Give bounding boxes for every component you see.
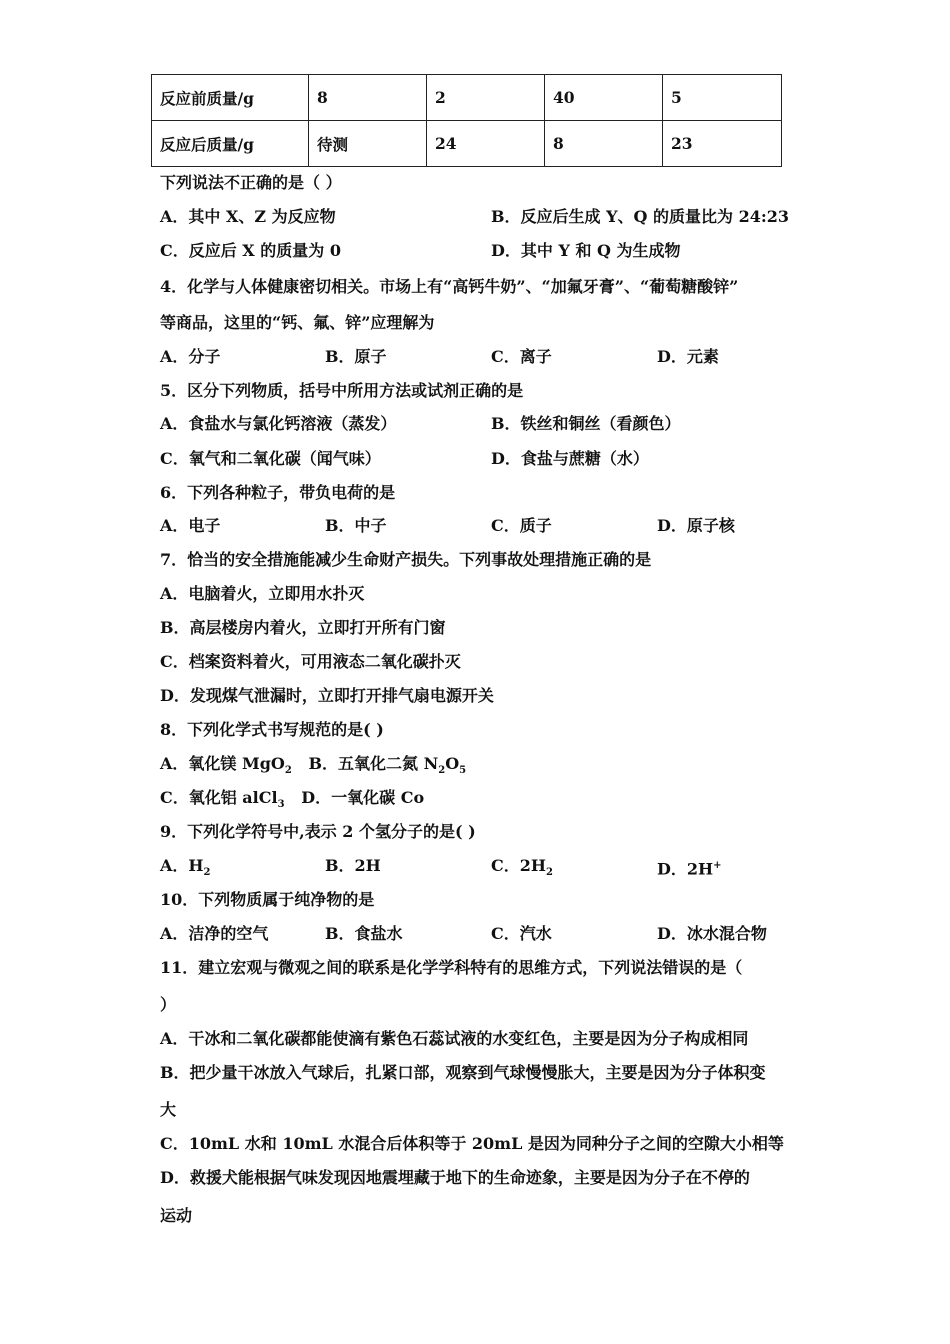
q11-option-c: C．10mL 水和 10mL 水混合后体积等于 20mL 是因为同种分子之间的空隙大小相等 <box>160 1134 784 1153</box>
question-10-stem: 10．下列物质属于纯净物的是 <box>160 890 375 909</box>
q3-option-d: D．其中 Y 和 Q 为生成物 <box>491 241 681 260</box>
q8-options-ab <box>160 754 466 781</box>
q9-option-a: A．$H_2$ <box>160 856 211 879</box>
question-4-stem-line1: 4．化学与人体健康密切相关。市场上有“高钙牛奶”、“加氟牙膏”、“葡萄糖酸锌” <box>160 277 739 296</box>
q6-option-c: C．质子 <box>491 516 552 535</box>
question-7-stem: 7．恰当的安全措施能减少生命财产损失。下列事故处理措施正确的是 <box>160 550 652 569</box>
q10-option-c: C．汽水 <box>491 924 552 943</box>
question-6-stem: 6．下列各种粒子，带负电荷的是 <box>160 483 396 502</box>
q11-option-b-line2: 大 <box>160 1100 177 1119</box>
q11-option-d-line1: D．救援犬能根据气味发现因地震埋藏于地下的生命迹象，主要是因为分子在不停的 <box>160 1168 750 1187</box>
q11-option-a: A．干冰和二氧化碳都能使滴有紫色石蕊试液的水变红色，主要是因为分子构成相同 <box>160 1029 749 1048</box>
table-cell: 40 <box>545 75 663 121</box>
q7-option-d: D．发现煤气泄漏时，立即打开排气扇电源开关 <box>160 686 494 705</box>
question-9-stem: 9．下列化学符号中,表示 2 个氢分子的是( ) <box>160 822 476 841</box>
q6-option-d: D．原子核 <box>657 516 735 535</box>
q9-option-c: C．$2H_2$ <box>491 856 553 879</box>
table-cell: 23 <box>663 121 782 167</box>
question-4-stem-line2: 等商品，这里的“钙、氟、锌”应理解为 <box>160 313 435 332</box>
q8-options-cd <box>160 788 424 815</box>
table-row <box>152 75 782 121</box>
q5-option-c: C．氧气和二氧化碳（闻气味） <box>160 449 381 468</box>
q7-option-c: C．档案资料着火，可用液态二氧化碳扑灭 <box>160 652 461 671</box>
question-8-stem: 8．下列化学式书写规范的是( ) <box>160 720 384 739</box>
q8-option-c: C．氧化铝 alCl$_3$ <box>160 788 285 811</box>
question-5-stem: 5．区分下列物质，括号中所用方法或试剂正确的是 <box>160 381 524 400</box>
q10-option-d: D．冰水混合物 <box>657 924 767 943</box>
q4-option-b: B．原子 <box>325 347 387 366</box>
q4-option-d: D．元素 <box>657 347 719 366</box>
table-cell: 待测 <box>309 121 427 167</box>
q10-option-a: A．洁净的空气 <box>160 924 269 943</box>
mass-table <box>151 74 782 167</box>
q8-option-d: D．一氧化碳 Co <box>301 788 425 807</box>
question-11-stem-line1: 11．建立宏观与微观之间的联系是化学学科特有的思维方式，下列说法错误的是（ <box>160 958 743 977</box>
q11-option-b-line1: B．把少量干冰放入气球后，扎紧口部，观察到气球慢慢胀大，主要是因为分子体积变 <box>160 1063 766 1082</box>
table-cell: 24 <box>427 121 545 167</box>
q4-option-a: A．分子 <box>160 347 221 366</box>
q3-option-a: A．其中 X、Z 为反应物 <box>160 207 336 226</box>
table-cell: 2 <box>427 75 545 121</box>
q5-option-d: D．食盐与蔗糖（水） <box>491 449 649 468</box>
question-11-stem-line2: ） <box>160 995 177 1014</box>
table-cell: 8 <box>545 121 663 167</box>
q5-option-b: B．铁丝和铜丝（看颜色） <box>491 414 681 433</box>
q11-option-d-line2: 运动 <box>160 1206 193 1225</box>
q5-option-a: A．食盐水与氯化钙溶液（蒸发） <box>160 414 397 433</box>
row-label: 反应前质量/g <box>152 75 309 121</box>
q10-option-b: B．食盐水 <box>325 924 403 943</box>
row-label: 反应后质量/g <box>152 121 309 167</box>
q3-option-c: C．反应后 X 的质量为 0 <box>160 241 341 260</box>
table-row <box>152 121 782 167</box>
q6-option-a: A．电子 <box>160 516 221 535</box>
q8-option-b: B．五氧化二氮 $N_2O_5$ <box>308 754 467 777</box>
q6-option-b: B．中子 <box>325 516 387 535</box>
q9-option-d: D．2H+ <box>657 859 722 879</box>
q7-option-a: A．电脑着火，立即用水扑灭 <box>160 584 365 603</box>
question-3-stem: 下列说法不正确的是（ ） <box>160 173 342 192</box>
table-cell: 5 <box>663 75 782 121</box>
q4-option-c: C．离子 <box>491 347 552 366</box>
q3-option-b: B．反应后生成 Y、Q 的质量比为 24:23 <box>491 207 790 226</box>
q7-option-b: B．高层楼房内着火，立即打开所有门窗 <box>160 618 446 637</box>
table-cell: 8 <box>309 75 427 121</box>
q9-option-b: B．2H <box>325 856 381 875</box>
q8-option-a: A．氧化镁 MgO$_2$ <box>160 754 292 777</box>
